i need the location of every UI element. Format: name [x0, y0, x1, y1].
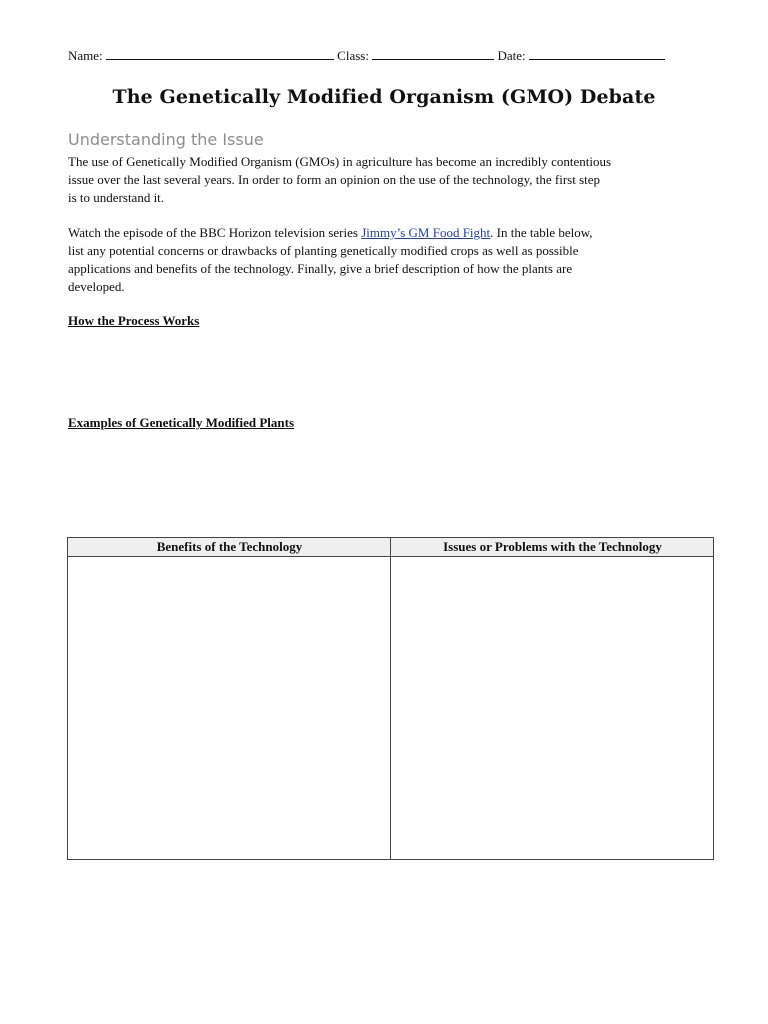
- class-label: Class:: [337, 48, 369, 63]
- intro-line: is to understand it.: [68, 190, 165, 205]
- class-field[interactable]: [372, 48, 494, 60]
- instructions-prefix: Watch the episode of the BBC Horizon television series: [68, 225, 362, 240]
- benefits-cell[interactable]: [68, 557, 390, 859]
- date-field[interactable]: [529, 48, 665, 60]
- intro-paragraph: [68, 153, 708, 207]
- instructions-paragraph: [68, 224, 708, 296]
- issues-cell[interactable]: [391, 557, 713, 859]
- date-label: Date:: [497, 48, 526, 63]
- instructions-line: applications and benefits of the technology. Finally, give a brief description of how the plants are: [68, 261, 573, 276]
- instructions-line: list any potential concerns or drawbacks of planting genetically modified crops as well as possible: [68, 243, 579, 258]
- intro-line: issue over the last several years. In order to form an opinion on the use of the technology, the first step: [68, 172, 601, 187]
- section-heading: Understanding the Issue: [68, 130, 264, 149]
- examples-heading: Examples of Genetically Modified Plants: [68, 415, 295, 430]
- page-title: The Genetically Modified Organism (GMO) Debate: [112, 86, 656, 108]
- instructions-suffix: . In the table below,: [490, 225, 593, 240]
- instructions-line: developed.: [68, 279, 125, 294]
- process-heading: How the Process Works: [68, 313, 200, 328]
- benefits-header: Benefits of the Technology: [156, 539, 303, 554]
- issues-header: Issues or Problems with the Technology: [443, 539, 662, 554]
- intro-line: The use of Genetically Modified Organism (GMOs) in agriculture has become an incredibly contentious: [68, 154, 612, 169]
- comparison-table: [67, 537, 714, 860]
- name-label: Name:: [68, 48, 103, 63]
- name-field[interactable]: [106, 48, 334, 60]
- header-fields: [68, 48, 708, 64]
- video-link[interactable]: Jimmy’s GM Food Fight: [361, 225, 491, 240]
